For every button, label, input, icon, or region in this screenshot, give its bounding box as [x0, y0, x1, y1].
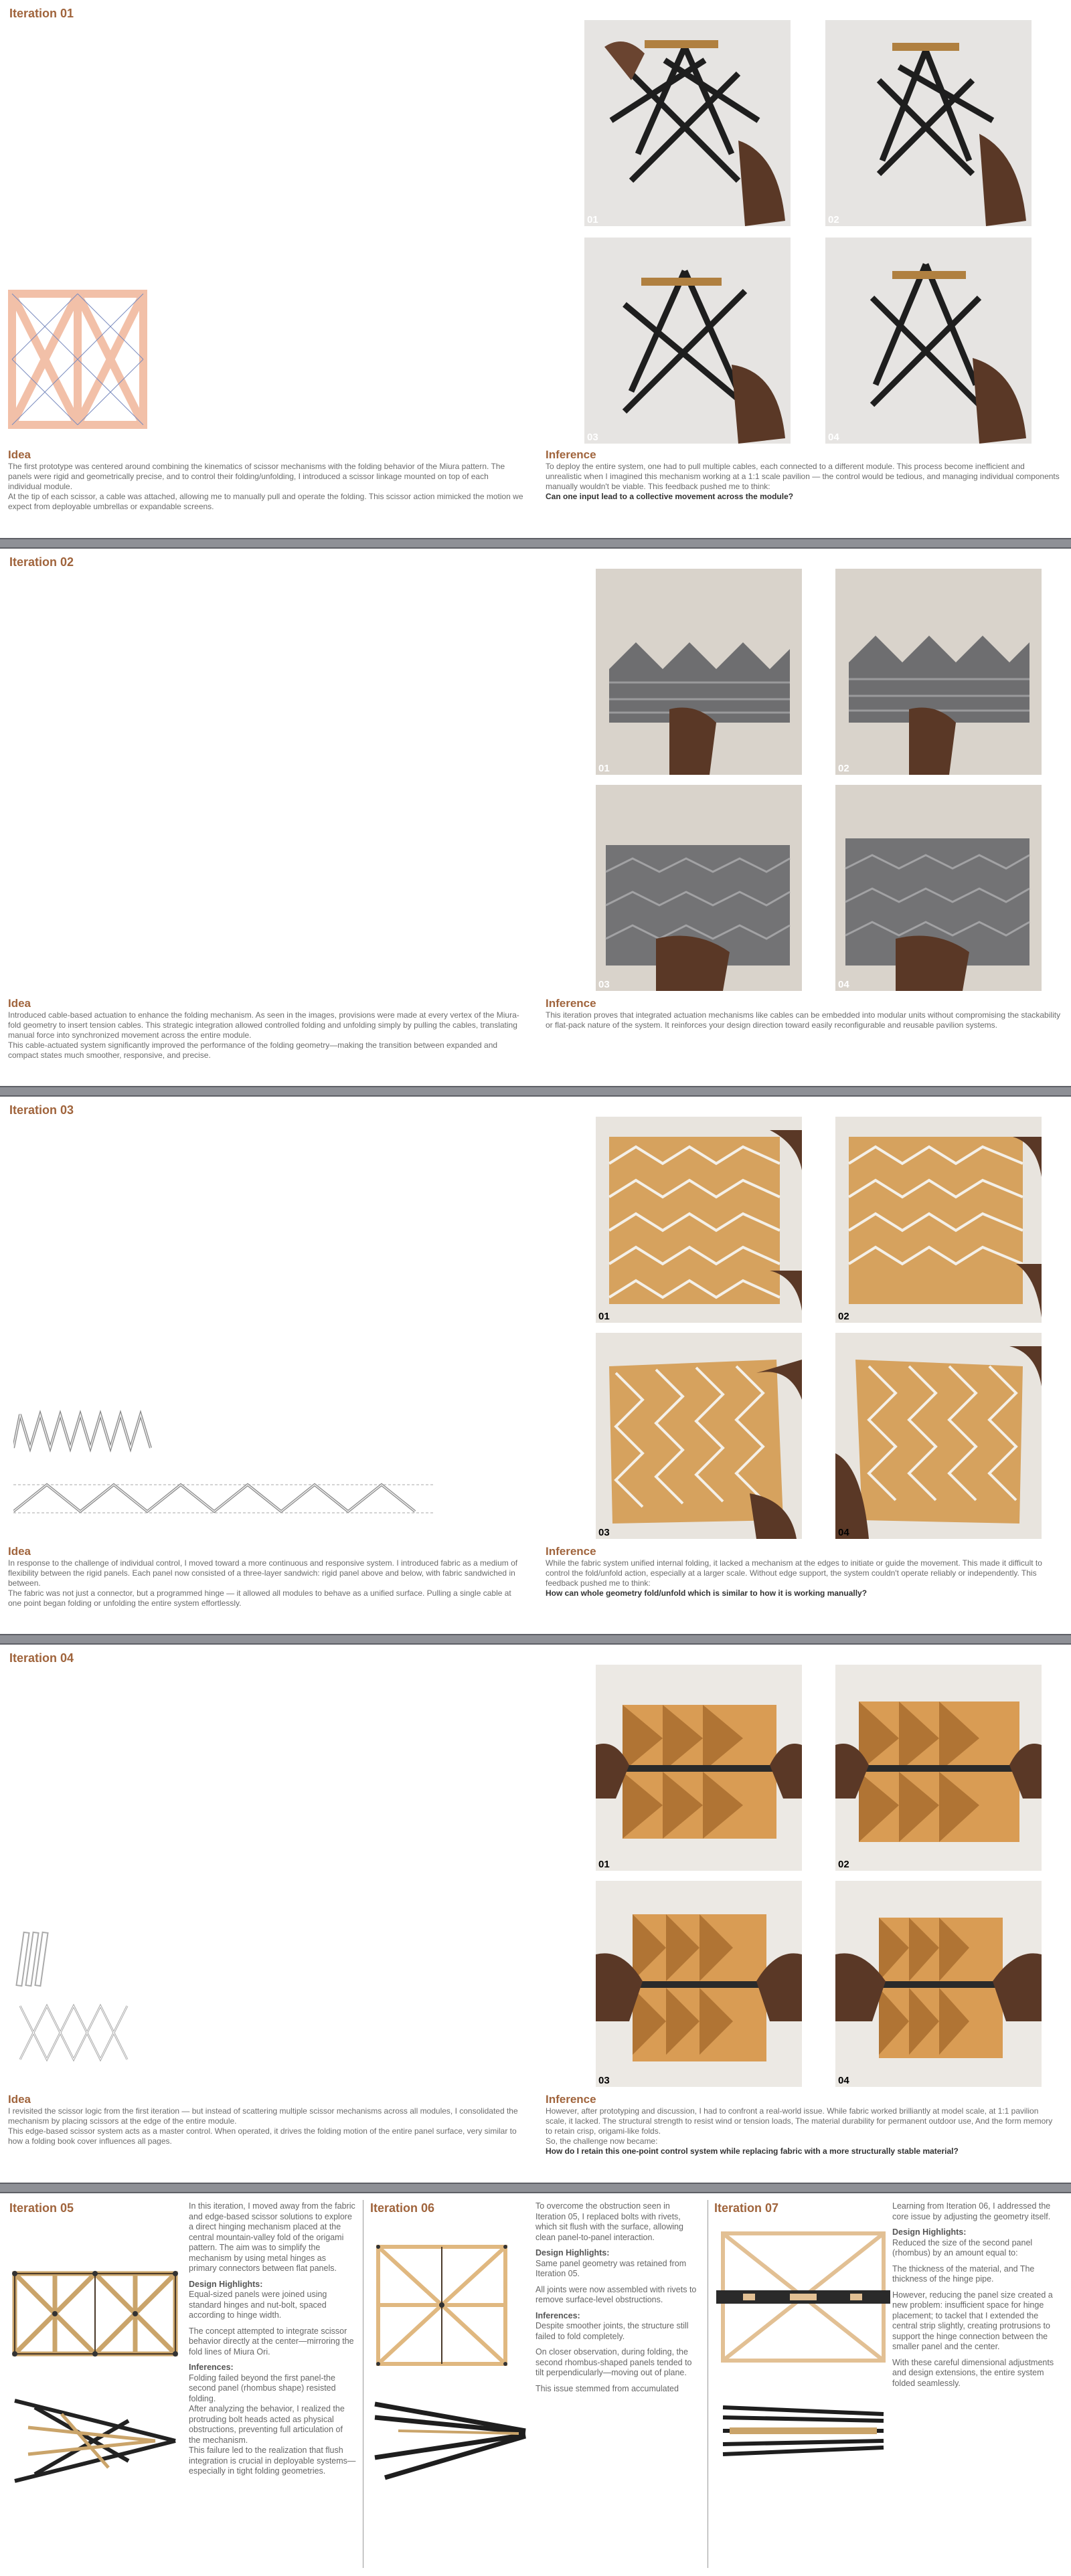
section-divider [0, 1634, 1071, 1645]
iteration-01-section [0, 0, 1071, 539]
iteration-03-photo-04 [835, 1333, 1042, 1539]
idea-text: I revisited the scissor logic from the first iteration — but instead of scattering multiple scissor mechanisms across all modules, I consolidated the mechanism by placing scissors at the edge of the entire module. [8, 2106, 518, 2126]
iteration-06-model-flat [372, 2240, 512, 2371]
idea-text: In response to the challenge of individual control, I moved toward a more continuous and responsive system. I introduced fabric as a medium of flexibility between the rigid panels. Each panel now consisted of a three-layer sandwich: rigid panel above and below, with fabric sandwiched in between. [8, 1558, 518, 1588]
iteration-02-section [0, 549, 1071, 1087]
iteration-04-inference [546, 2094, 1061, 2156]
photo-label: 04 [838, 2075, 849, 2086]
iteration-02-photo-01 [596, 569, 802, 775]
iteration-03-section [0, 1097, 1071, 1635]
fabric-unfold-diagram [13, 1478, 435, 1525]
iteration-06-model-folded [372, 2391, 532, 2484]
photo-label: 02 [838, 763, 849, 774]
inference-heading: Inference [546, 2093, 596, 2106]
photo-label: 01 [587, 214, 598, 225]
inference-heading: Inference [546, 997, 596, 1010]
iteration-04-title: Iteration 04 [9, 1651, 74, 1665]
iteration-07-model-flat [716, 2227, 890, 2367]
inference-question: Can one input lead to a collective movement across the module? [546, 492, 794, 501]
iteration-06-inferences-2: On closer observation, during folding, the second rhombus-shaped panels tended to tilt perpendicularly—moving out of plane. [536, 2347, 692, 2377]
iteration-05-intro: In this iteration, I moved away from the fabric and edge-based scissor solutions to explore a direct hinging mechanism placed at the central mountain-valley fold of the origami pattern. The aim was to simplify the mechanism by using metal hinges as primary connectors between flat panels. [189, 2201, 355, 2273]
iteration-01-photo-04 [825, 238, 1032, 444]
iteration-04-photo-01 [596, 1665, 802, 1871]
idea-text-2: This edge-based scissor system acts as a master control. When operated, it drives the folding motion of the entire panel surface, very similar to how a folding book cover influences all pages. [8, 2126, 517, 2146]
photo-label: 03 [598, 1527, 610, 1538]
iteration-01-title: Iteration 01 [9, 7, 74, 20]
iteration-05-inferences: Folding failed beyond the first panel-the second panel (rhombus shape) resisted folding. [189, 2373, 336, 2403]
iteration-03-photo-01 [596, 1117, 802, 1323]
photo-label: 02 [828, 214, 839, 225]
iteration-07-title: Iteration 07 [714, 2201, 779, 2215]
iteration-02-title: Iteration 02 [9, 555, 74, 569]
fabric-fold-diagram [13, 1408, 435, 1488]
idea-heading: Idea [8, 2093, 31, 2106]
idea-heading: Idea [8, 997, 31, 1010]
iteration-02-photo-04 [835, 785, 1042, 991]
photo-label: 01 [598, 1311, 610, 1322]
iteration-04-idea [8, 2094, 523, 2146]
photo-label: 01 [598, 763, 610, 774]
edge-scissor-diagram [13, 1926, 161, 2073]
inference-text: However, after prototyping and discussion, I had to confront a real-world issue. While fabric worked brilliantly at model scale, at 1:1 pavilion scale, it lacked. The structural strength to resist wind or tension loads, The material durability for permanent outdoor use, And the form memory to retain crisp, origami-like folds. [546, 2106, 1053, 2136]
iteration-06-highlights-heading: Design Highlights: [536, 2248, 610, 2258]
iteration-06-text [536, 2201, 702, 2394]
inference-text: To deploy the entire system, one had to pull multiple cables, each connected to a different module. This process become inefficient and unrealistic when I imagined this mechanism working at a 1:1 scale pavilion — the control would be tedious, and managing individual components manually wouldn't be viable. This feedback pushed me to think: [546, 462, 1060, 491]
iteration-07-intro: Learning from Iteration 06, I addressed the core issue by adjusting the geometry itself. [892, 2201, 1051, 2221]
iteration-03-title: Iteration 03 [9, 1103, 74, 1117]
inference-heading: Inference [546, 1545, 596, 1558]
iteration-05-concept: The concept attempted to integrate scissor behavior directly at the center—mirroring the fold lines of Miura Ori. [189, 2326, 354, 2357]
iteration-02-inference [546, 998, 1061, 1030]
iterations-05-07-section [0, 2193, 1071, 2576]
iteration-07-highlights-heading: Design Highlights: [892, 2227, 967, 2237]
iteration-06-inferences-heading: Inferences: [536, 2310, 580, 2320]
iteration-07-highlights: Reduced the size of the second panel (rhombus) by an amount equal to: [892, 2237, 1033, 2258]
iteration-05-inferences-2: After analyzing the behavior, I realized the protruding bolt heads acted as physical obstructions, preventing full articulation of the mechanism. [189, 2404, 345, 2445]
iteration-06-inferences-3: This issue stemmed from accumulated [536, 2383, 679, 2393]
photo-label: 03 [598, 979, 610, 990]
iteration-01-idea [8, 450, 523, 512]
iteration-06-title: Iteration 06 [370, 2201, 435, 2215]
iteration-03-inference [546, 1546, 1061, 1598]
iteration-01-photo-03 [584, 238, 791, 444]
miura-scissor-diagram [8, 290, 147, 429]
idea-text: The first prototype was centered around combining the kinematics of scissor mechanisms with the folding behavior of the Miura pattern. The panels were rigid and geometrically precise, and to control their folding/unfolding, I introduced a scissor linkage mounted on top of each individual module. [8, 462, 505, 491]
iteration-01-photo-01 [584, 20, 791, 226]
inference-question: How can whole geometry fold/unfold which is similar to how it is working manually? [546, 1588, 868, 1598]
iteration-05-highlights-heading: Design Highlights: [189, 2279, 263, 2289]
idea-text: Introduced cable-based actuation to enhance the folding mechanism. As seen in the images, provisions were made at every vertex of the Miura-fold geometry to insert tension cables. This strategic integration allowed controlled folding and unfolding simply by pulling the cables, translating manual force into synchronized movement across the entire module. [8, 1010, 519, 1040]
photo-label: 03 [598, 2075, 610, 2086]
iteration-01-photo-02 [825, 20, 1032, 226]
iteration-04-section [0, 1645, 1071, 2183]
photo-label: 04 [828, 432, 839, 443]
iteration-02-photo-02 [835, 569, 1042, 775]
photo-label: 04 [838, 1527, 849, 1538]
photo-label: 02 [838, 1311, 849, 1322]
photo-label: 01 [598, 1859, 610, 1870]
inference-question: How do I retain this one-point control system while replacing fabric with a more structurally stable material? [546, 2146, 959, 2156]
inference-text-2: So, the challenge now became: [546, 2136, 658, 2146]
iteration-05-model-flat [8, 2260, 182, 2367]
idea-text-2: This cable-actuated system significantly improved the performance of the folding geometry—making the transition between expanded and compact states much smoother, responsive, and precise. [8, 1040, 498, 1060]
photo-label: 03 [587, 432, 598, 443]
iteration-06-inferences: Despite smoother joints, the structure still failed to fold completely. [536, 2321, 689, 2341]
iteration-05-highlights: Equal-sized panels were joined using standard hinges and nut-bolt, spaced according to hinge width. [189, 2290, 327, 2320]
iteration-07-text [892, 2201, 1060, 2389]
iteration-07-highlights-3: However, reducing the panel size created a new problem: insufficient space for hinge placement; to tackel that I extended the central strip slightly, creating protrusions to support the hinge connection between the smaller panel and the center. [892, 2290, 1053, 2351]
idea-heading: Idea [8, 1545, 31, 1558]
photo-label: 02 [838, 1859, 849, 1870]
iteration-05-text [189, 2201, 356, 2477]
idea-heading: Idea [8, 448, 31, 461]
iteration-03-photo-02 [835, 1117, 1042, 1323]
section-divider [0, 538, 1071, 549]
iteration-06-highlights: Same panel geometry was retained from Iteration 05. [536, 2258, 687, 2278]
iteration-02-photo-03 [596, 785, 802, 991]
photo-label: 04 [838, 979, 849, 990]
iteration-04-photo-02 [835, 1665, 1042, 1871]
inference-text: While the fabric system unified internal folding, it lacked a mechanism at the edges to initiate or guide the movement. This made it difficult to control the fold/unfold action, especially at a larger scale. Without edge support, the system couldn't operate reliably or independently. This feedback pushed me to think: [546, 1558, 1042, 1588]
iteration-05-inferences-3: This failure led to the realization that flush integration is crucial in deployable systems—especially in tight folding geometries. [189, 2446, 356, 2476]
iteration-06-highlights-2: All joints were now assembled with rivets to remove surface-level obstructions. [536, 2284, 697, 2304]
iteration-03-photo-03 [596, 1333, 802, 1539]
iteration-05-model-folded [8, 2387, 182, 2488]
iteration-05-inferences-heading: Inferences: [189, 2363, 234, 2372]
section-divider [0, 2183, 1071, 2193]
iteration-07-highlights-2: The thickness of the material, and The thickness of the hinge pipe. [892, 2264, 1035, 2284]
iteration-07-model-folded [716, 2394, 890, 2468]
inference-text: This iteration proves that integrated actuation mechanisms like cables can be embedded into modular units without compromising the stackability or flat-pack nature of the system. It reinforces your design direction toward easily reconfigurable and reusable pavilion systems. [546, 1010, 1061, 1030]
section-divider [0, 1086, 1071, 1097]
iteration-03-idea [8, 1546, 523, 1608]
iteration-02-idea [8, 998, 523, 1061]
iteration-01-inference [546, 450, 1061, 502]
idea-text-2: At the tip of each scissor, a cable was attached, allowing me to manually pull and operate the folding. This scissor action mimicked the motion we expect from deployable umbrellas or expandable screens. [8, 492, 523, 511]
iteration-06-intro: To overcome the obstruction seen in Iteration 05, I replaced bolts with rivets, which sit flush with the surface, allowing clean panel-to-panel interaction. [536, 2201, 683, 2242]
iteration-07-highlights-4: With these careful dimensional adjustments and design extensions, the entire system folded seamlessly. [892, 2357, 1054, 2388]
iteration-05-title: Iteration 05 [9, 2201, 74, 2215]
inference-heading: Inference [546, 448, 596, 461]
iteration-04-photo-03 [596, 1881, 802, 2087]
idea-text-2: The fabric was not just a connector, but a programmed hinge — it allowed all modules to behave as a unified surface. Pulling a single cable at one point began folding or unfolding the entire system effortlessly. [8, 1588, 511, 1608]
iteration-04-photo-04 [835, 1881, 1042, 2087]
